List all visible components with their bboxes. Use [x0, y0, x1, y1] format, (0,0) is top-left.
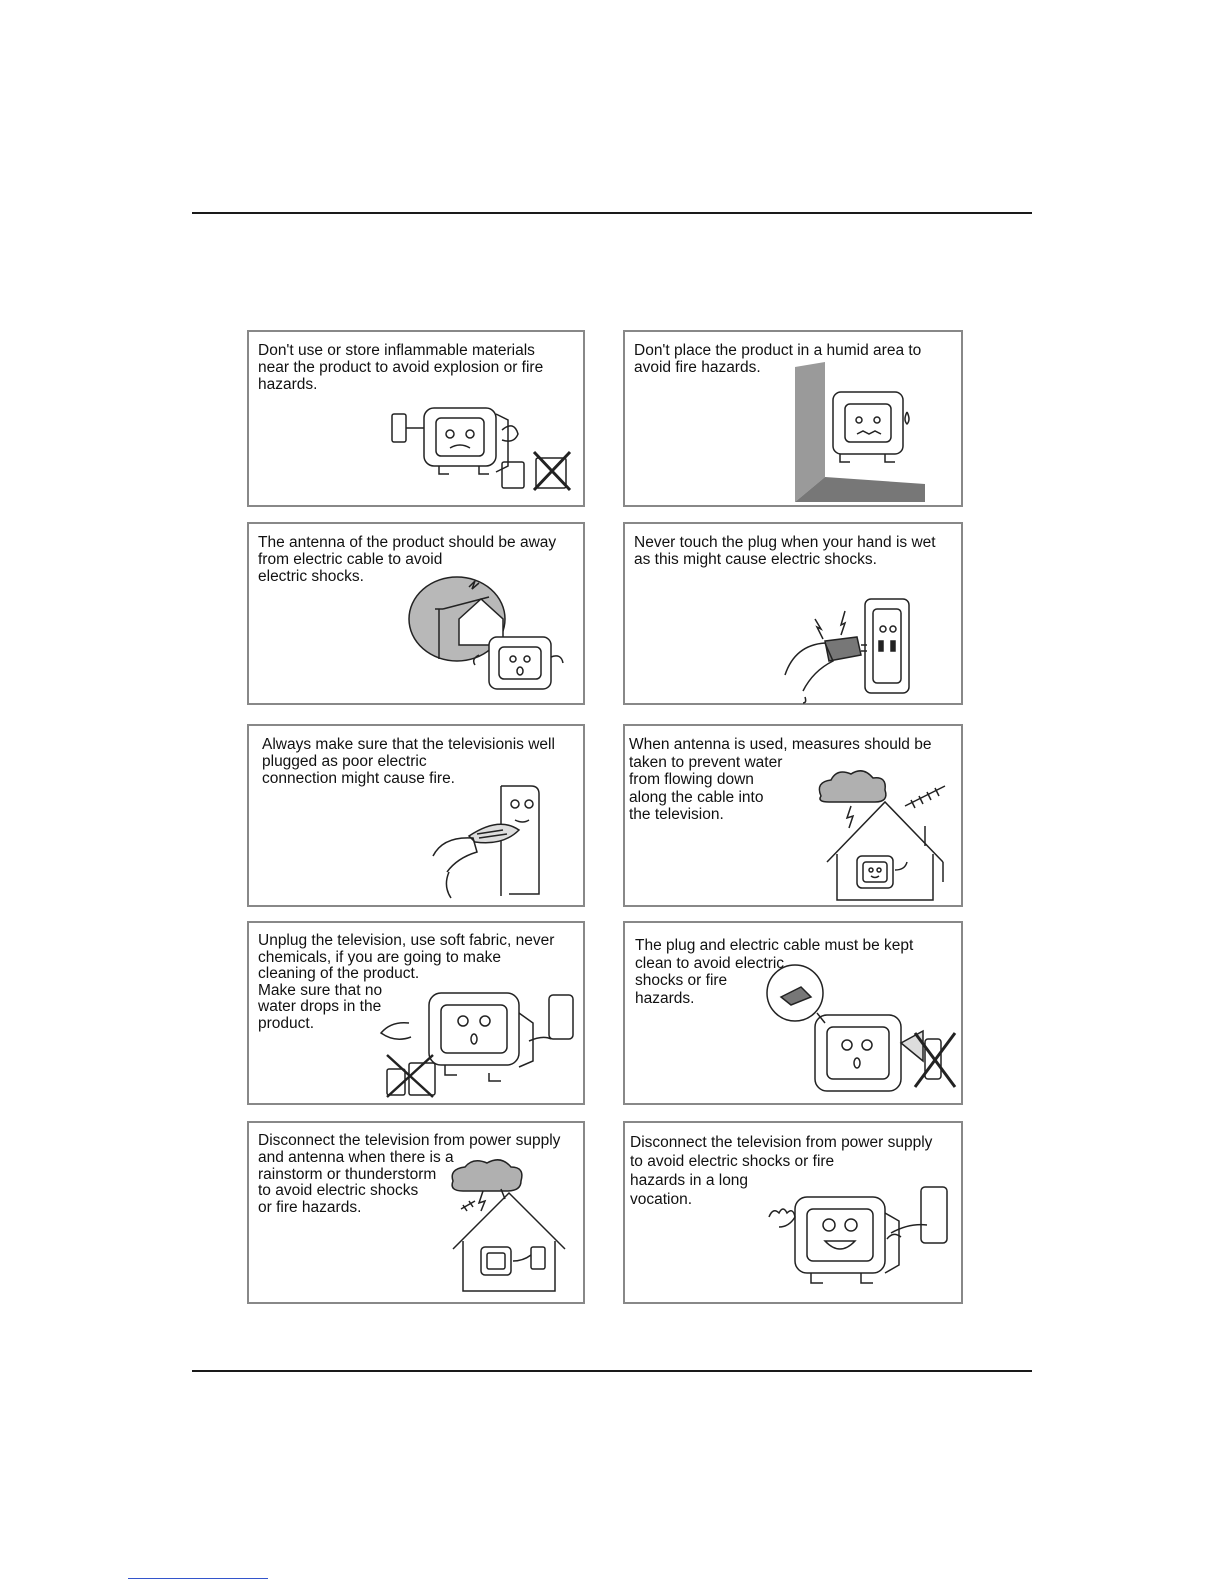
safety-card-antenna-water	[623, 724, 963, 907]
card-text: The antenna of the product should be away from electric cable to avoid electric shocks.	[258, 534, 557, 585]
safety-card-humid-area	[623, 330, 963, 507]
safety-card-flammables	[247, 330, 585, 507]
footer-rule	[192, 1370, 1032, 1372]
safety-card-long-vacation	[623, 1121, 963, 1304]
safety-card-clean-plug	[623, 921, 963, 1105]
safety-card-antenna	[247, 522, 585, 705]
safety-card-thunderstorm	[247, 1121, 585, 1304]
header-rule	[192, 212, 1032, 214]
card-text: When antenna is used, measures should be taken to prevent water from flowing down along the cable into the television.	[629, 736, 932, 823]
house-thunderstorm-icon	[439, 1159, 584, 1301]
clean-plug-no-spray-icon	[765, 963, 960, 1103]
card-text: Don't place the product in a humid area to avoid fire hazards.	[634, 342, 922, 376]
card-text: Disconnect the television from power supply and antenna when there is a rainstorm or thunderstorm to avoid electric shocks or fire hazards.	[258, 1132, 561, 1217]
card-text: Unplug the television, use soft fabric, never chemicals, if you are going to make cleaning of the product. Make sure that no water drops in the product.	[258, 932, 555, 1032]
tv-cleaning-cloth-icon	[379, 983, 579, 1103]
safety-card-plug-well	[247, 724, 585, 907]
card-text: Don't use or store inflammable materials near the product to avoid explosion or fire hazards.	[258, 342, 544, 393]
card-text: The plug and electric cable must be kept clean to avoid electric shocks or fire hazards.	[635, 937, 914, 1007]
safety-card-wet-hand	[623, 522, 963, 705]
tv-refusing-flammables-icon	[384, 400, 584, 505]
card-text: Disconnect the television from power supply to avoid electric shocks or fire hazards in a long vocation.	[630, 1134, 933, 1208]
safety-card-cleaning	[247, 921, 585, 1105]
wet-hand-plug-icon	[775, 579, 955, 704]
tv-unplugging-icon	[765, 1183, 960, 1303]
footer-link-underline	[128, 1578, 268, 1580]
house-antenna-rain-icon	[815, 766, 960, 906]
card-text: Never touch the plug when your hand is wet as this might cause electric shocks.	[634, 534, 936, 568]
antenna-away-from-power-line-icon	[409, 569, 584, 704]
card-text: Always make sure that the televisionis well plugged as poor electric connection might cause fire.	[262, 736, 555, 787]
tv-in-humid-corner-icon	[785, 362, 960, 507]
plug-firmly-inserted-icon	[429, 776, 559, 904]
